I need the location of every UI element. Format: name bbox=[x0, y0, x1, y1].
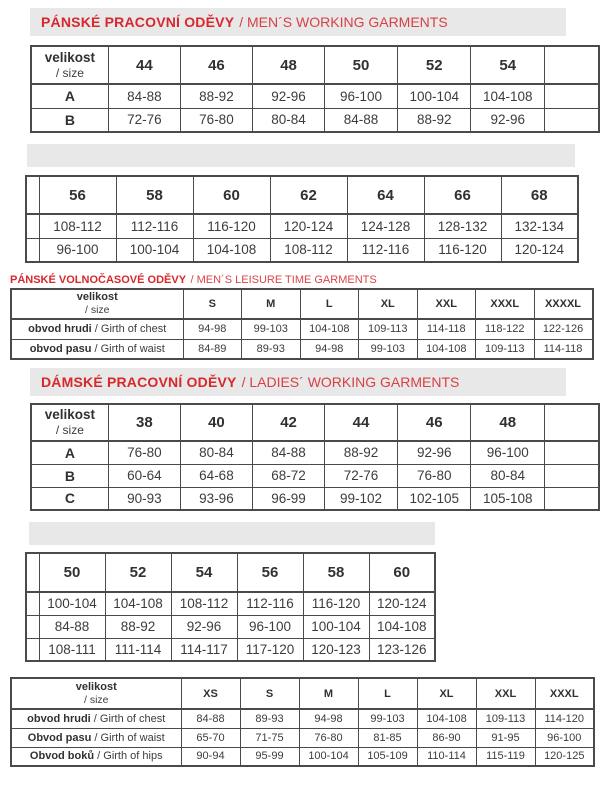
size-range-cell: 108-111 bbox=[39, 638, 105, 661]
measurement-name-english: / Girth of chest bbox=[94, 323, 167, 336]
size-range-cell: 115-119 bbox=[476, 747, 535, 766]
cut-off-column bbox=[545, 487, 599, 510]
size-range-cell: 120-125 bbox=[535, 747, 594, 766]
size-header: 48 bbox=[471, 404, 545, 441]
size-range-cell: 94-98 bbox=[300, 339, 359, 359]
size-header: 52 bbox=[105, 553, 171, 592]
size-range-cell: 100-104 bbox=[299, 747, 358, 766]
size-header: 62 bbox=[270, 176, 347, 214]
size-range-cell: 132-134 bbox=[501, 214, 578, 238]
size-range-cell: 104-108 bbox=[471, 84, 545, 108]
size-header: XL bbox=[359, 289, 418, 319]
section-title-czech: PÁNSKÉ VOLNOČASOVÉ ODĚVY bbox=[10, 274, 187, 286]
cut-off-column bbox=[26, 553, 39, 592]
cut-off-column bbox=[26, 615, 39, 638]
size-range-cell: 65-70 bbox=[181, 728, 240, 747]
size-range-cell: 124-128 bbox=[347, 214, 424, 238]
size-range-cell: 108-112 bbox=[171, 592, 237, 615]
cut-off-column bbox=[26, 592, 39, 615]
measurement-row-label bbox=[11, 747, 181, 766]
size-range-cell: 116-120 bbox=[424, 238, 501, 262]
size-range-cell: 76-80 bbox=[397, 464, 471, 487]
cut-off-column bbox=[26, 638, 39, 661]
size-header: XXXL bbox=[535, 678, 594, 709]
size-range-cell: 94-98 bbox=[299, 709, 358, 728]
measurement-row-label: B bbox=[31, 108, 108, 132]
mens-working-size-table-44-54 bbox=[30, 45, 600, 133]
size-header: XS bbox=[181, 678, 240, 709]
size-header: 44 bbox=[325, 404, 398, 441]
gray-divider-bar bbox=[27, 144, 575, 167]
measurement-name-czech: Obvod pasu bbox=[27, 731, 92, 744]
size-range-cell: 60-64 bbox=[108, 464, 180, 487]
size-range-cell: 96-100 bbox=[535, 728, 594, 747]
size-header: 68 bbox=[501, 176, 578, 214]
size-range-cell: 84-88 bbox=[39, 615, 105, 638]
size-range-cell: 88-92 bbox=[325, 441, 398, 464]
size-range-cell: 117-120 bbox=[237, 638, 303, 661]
size-range-cell: 99-103 bbox=[359, 339, 418, 359]
size-header: 54 bbox=[171, 553, 237, 592]
size-range-cell: 84-88 bbox=[325, 108, 398, 132]
table-header-row bbox=[31, 46, 599, 84]
size-range-cell: 123-126 bbox=[369, 638, 435, 661]
ladies-measurements-table-xs-xxxl bbox=[10, 677, 595, 767]
size-range-cell: 100-104 bbox=[303, 615, 369, 638]
table-header-row bbox=[11, 678, 594, 709]
measurement-row-label bbox=[11, 709, 181, 728]
size-range-cell: 104-108 bbox=[300, 319, 359, 339]
size-range-cell: 118-122 bbox=[476, 319, 535, 339]
size-label-czech: velikost bbox=[44, 49, 96, 65]
size-range-cell: 108-112 bbox=[39, 214, 116, 238]
measurement-name-english: / Girth of hips bbox=[97, 750, 163, 763]
size-label-czech: velikost bbox=[76, 291, 118, 304]
size-range-cell: 84-88 bbox=[108, 84, 180, 108]
measurement-row-label bbox=[11, 339, 183, 359]
size-header: L bbox=[300, 289, 359, 319]
section-title-english: / MEN´S WORKING GARMENTS bbox=[239, 14, 448, 30]
table-header-row bbox=[26, 553, 435, 592]
size-range-cell: 128-132 bbox=[424, 214, 501, 238]
measurement-name-czech: obvod hrudi bbox=[27, 712, 91, 725]
size-header: 58 bbox=[116, 176, 193, 214]
table-row bbox=[31, 464, 599, 487]
size-header: XXXXL bbox=[534, 289, 593, 319]
size-range-cell: 100-104 bbox=[397, 84, 471, 108]
size-range-cell: 109-113 bbox=[476, 339, 535, 359]
size-header: XXL bbox=[417, 289, 476, 319]
size-range-cell: 116-120 bbox=[193, 214, 270, 238]
measurement-name-czech: obvod hrudi bbox=[28, 323, 92, 336]
size-range-cell: 76-80 bbox=[299, 728, 358, 747]
size-range-cell: 112-116 bbox=[347, 238, 424, 262]
measurement-name-english: / Girth of waist bbox=[94, 731, 165, 744]
cut-off-column bbox=[545, 108, 599, 132]
size-header: 64 bbox=[347, 176, 424, 214]
section-title-czech: PÁNSKÉ PRACOVNÍ ODĚVY bbox=[41, 14, 235, 30]
size-range-cell: 105-108 bbox=[471, 487, 545, 510]
size-range-cell: 100-104 bbox=[39, 592, 105, 615]
size-range-cell: 108-112 bbox=[270, 238, 347, 262]
cut-off-column bbox=[545, 404, 599, 441]
size-range-cell: 89-93 bbox=[240, 709, 299, 728]
size-range-cell: 112-116 bbox=[116, 214, 193, 238]
section-header-mens-leisure bbox=[10, 270, 377, 288]
size-range-cell: 96-100 bbox=[39, 238, 116, 262]
cut-off-column bbox=[26, 238, 39, 262]
table-row bbox=[11, 747, 594, 766]
size-range-cell: 68-72 bbox=[253, 464, 325, 487]
size-range-cell: 104-108 bbox=[105, 592, 171, 615]
size-range-cell: 92-96 bbox=[397, 441, 471, 464]
size-header: S bbox=[240, 678, 299, 709]
size-range-cell: 96-100 bbox=[471, 441, 545, 464]
table-row bbox=[31, 84, 599, 108]
size-range-cell: 84-88 bbox=[181, 709, 240, 728]
mens-leisure-size-table bbox=[10, 288, 594, 360]
size-header: M bbox=[242, 289, 301, 319]
size-header: 52 bbox=[397, 46, 471, 84]
size-range-cell: 120-123 bbox=[303, 638, 369, 661]
size-range-cell: 104-108 bbox=[193, 238, 270, 262]
size-range-cell: 96-100 bbox=[325, 84, 398, 108]
table-header-row bbox=[11, 289, 593, 319]
ladies-working-size-table-50-60 bbox=[25, 552, 436, 662]
cut-off-column bbox=[545, 84, 599, 108]
table-row bbox=[26, 615, 435, 638]
size-range-cell: 110-114 bbox=[417, 747, 476, 766]
mens-working-size-table-56-68 bbox=[25, 175, 579, 263]
size-header: 60 bbox=[193, 176, 270, 214]
cut-off-column bbox=[545, 464, 599, 487]
measurement-row-label: A bbox=[31, 84, 108, 108]
size-range-cell: 95-99 bbox=[240, 747, 299, 766]
cut-off-column bbox=[26, 176, 39, 214]
size-label-czech: velikost bbox=[75, 680, 117, 693]
size-label-english: / size bbox=[83, 693, 109, 706]
size-range-cell: 84-88 bbox=[253, 441, 325, 464]
size-range-cell: 116-120 bbox=[303, 592, 369, 615]
size-range-cell: 99-103 bbox=[242, 319, 301, 339]
size-range-cell: 86-90 bbox=[417, 728, 476, 747]
size-range-cell: 104-108 bbox=[417, 339, 476, 359]
size-range-cell: 76-80 bbox=[180, 108, 252, 132]
measurement-row-label: A bbox=[31, 441, 108, 464]
table-row bbox=[31, 487, 599, 510]
size-range-cell: 99-102 bbox=[325, 487, 398, 510]
table-row bbox=[31, 441, 599, 464]
size-range-cell: 88-92 bbox=[180, 84, 252, 108]
cut-off-column bbox=[545, 441, 599, 464]
size-range-cell: 88-92 bbox=[105, 615, 171, 638]
size-range-cell: 92-96 bbox=[253, 84, 325, 108]
size-range-cell: 111-114 bbox=[105, 638, 171, 661]
table-header-row bbox=[26, 176, 578, 214]
measurement-row-label: B bbox=[31, 464, 108, 487]
gray-divider-bar bbox=[29, 522, 435, 545]
size-header: 56 bbox=[39, 176, 116, 214]
size-range-cell: 91-95 bbox=[476, 728, 535, 747]
size-range-cell: 80-84 bbox=[471, 464, 545, 487]
size-range-cell: 72-76 bbox=[325, 464, 398, 487]
cut-off-column bbox=[545, 46, 599, 84]
size-range-cell: 81-85 bbox=[358, 728, 417, 747]
size-header: 54 bbox=[471, 46, 545, 84]
size-range-cell: 88-92 bbox=[397, 108, 471, 132]
size-range-cell: 71-75 bbox=[240, 728, 299, 747]
table-row bbox=[26, 214, 578, 238]
size-range-cell: 80-84 bbox=[253, 108, 325, 132]
size-header: S bbox=[183, 289, 242, 319]
table-row bbox=[11, 339, 593, 359]
measurement-name-czech: Obvod boků bbox=[29, 750, 95, 763]
size-range-cell: 80-84 bbox=[180, 441, 252, 464]
size-header: 44 bbox=[108, 46, 180, 84]
size-header: 58 bbox=[303, 553, 369, 592]
size-label-header bbox=[11, 289, 183, 319]
size-label-header bbox=[11, 678, 181, 709]
size-label-english: / size bbox=[84, 304, 110, 317]
table-row bbox=[26, 592, 435, 615]
size-header: 46 bbox=[180, 46, 252, 84]
size-label-czech: velikost bbox=[44, 407, 96, 423]
size-header: 56 bbox=[237, 553, 303, 592]
section-header-ladies-working bbox=[30, 368, 566, 396]
size-range-cell: 96-99 bbox=[253, 487, 325, 510]
size-range-cell: 109-113 bbox=[359, 319, 418, 339]
size-range-cell: 99-103 bbox=[358, 709, 417, 728]
ladies-working-size-table-38-48 bbox=[30, 403, 600, 511]
table-row bbox=[26, 638, 435, 661]
section-title-czech: DÁMSKÉ PRACOVNÍ ODĚVY bbox=[41, 374, 237, 390]
size-label-header bbox=[31, 46, 108, 84]
size-range-cell: 104-108 bbox=[369, 615, 435, 638]
size-range-cell: 93-96 bbox=[180, 487, 252, 510]
measurement-row-label bbox=[11, 319, 183, 339]
measurement-name-czech: obvod pasu bbox=[29, 342, 92, 355]
measurement-row-label bbox=[11, 728, 181, 747]
size-header: 42 bbox=[253, 404, 325, 441]
size-label-english: / size bbox=[55, 423, 84, 438]
size-header: M bbox=[299, 678, 358, 709]
size-header: 40 bbox=[180, 404, 252, 441]
size-range-cell: 114-118 bbox=[417, 319, 476, 339]
size-header: 38 bbox=[108, 404, 180, 441]
size-range-cell: 120-124 bbox=[369, 592, 435, 615]
size-range-cell: 104-108 bbox=[417, 709, 476, 728]
size-range-cell: 92-96 bbox=[171, 615, 237, 638]
size-range-cell: 120-124 bbox=[270, 214, 347, 238]
section-header-mens-working bbox=[30, 8, 566, 36]
size-range-cell: 90-94 bbox=[181, 747, 240, 766]
table-header-row bbox=[31, 404, 599, 441]
size-range-cell: 92-96 bbox=[471, 108, 545, 132]
table-row bbox=[31, 108, 599, 132]
size-range-cell: 84-89 bbox=[183, 339, 242, 359]
size-range-cell: 114-120 bbox=[535, 709, 594, 728]
size-range-cell: 114-117 bbox=[171, 638, 237, 661]
size-range-cell: 89-93 bbox=[242, 339, 301, 359]
table-row bbox=[11, 728, 594, 747]
size-range-cell: 120-124 bbox=[501, 238, 578, 262]
size-header: XXL bbox=[476, 678, 535, 709]
size-range-cell: 96-100 bbox=[237, 615, 303, 638]
table-row bbox=[11, 319, 593, 339]
size-range-cell: 100-104 bbox=[116, 238, 193, 262]
section-title-english: / LADIES´ WORKING GARMENTS bbox=[241, 374, 460, 390]
size-label-english: / size bbox=[55, 65, 84, 80]
size-range-cell: 112-116 bbox=[237, 592, 303, 615]
section-title-english: / MEN´S LEISURE TIME GARMENTS bbox=[190, 274, 377, 286]
size-range-cell: 114-118 bbox=[534, 339, 593, 359]
size-range-cell: 72-76 bbox=[108, 108, 180, 132]
size-header: 66 bbox=[424, 176, 501, 214]
size-range-cell: 109-113 bbox=[476, 709, 535, 728]
size-range-cell: 64-68 bbox=[180, 464, 252, 487]
size-header: 50 bbox=[39, 553, 105, 592]
size-header: 48 bbox=[253, 46, 325, 84]
size-header: L bbox=[358, 678, 417, 709]
size-header: XL bbox=[417, 678, 476, 709]
size-header: 50 bbox=[325, 46, 398, 84]
size-header: 60 bbox=[369, 553, 435, 592]
size-header: XXXL bbox=[476, 289, 535, 319]
size-range-cell: 102-105 bbox=[397, 487, 471, 510]
table-row bbox=[11, 709, 594, 728]
size-range-cell: 94-98 bbox=[183, 319, 242, 339]
measurement-name-english: / Girth of waist bbox=[94, 342, 165, 355]
size-label-header bbox=[31, 404, 108, 441]
size-range-cell: 122-126 bbox=[534, 319, 593, 339]
measurement-name-english: / Girth of chest bbox=[93, 712, 166, 725]
table-row bbox=[26, 238, 578, 262]
size-range-cell: 105-109 bbox=[358, 747, 417, 766]
measurement-row-label: C bbox=[31, 487, 108, 510]
size-range-cell: 90-93 bbox=[108, 487, 180, 510]
cut-off-column bbox=[26, 214, 39, 238]
size-range-cell: 76-80 bbox=[108, 441, 180, 464]
size-header: 46 bbox=[397, 404, 471, 441]
